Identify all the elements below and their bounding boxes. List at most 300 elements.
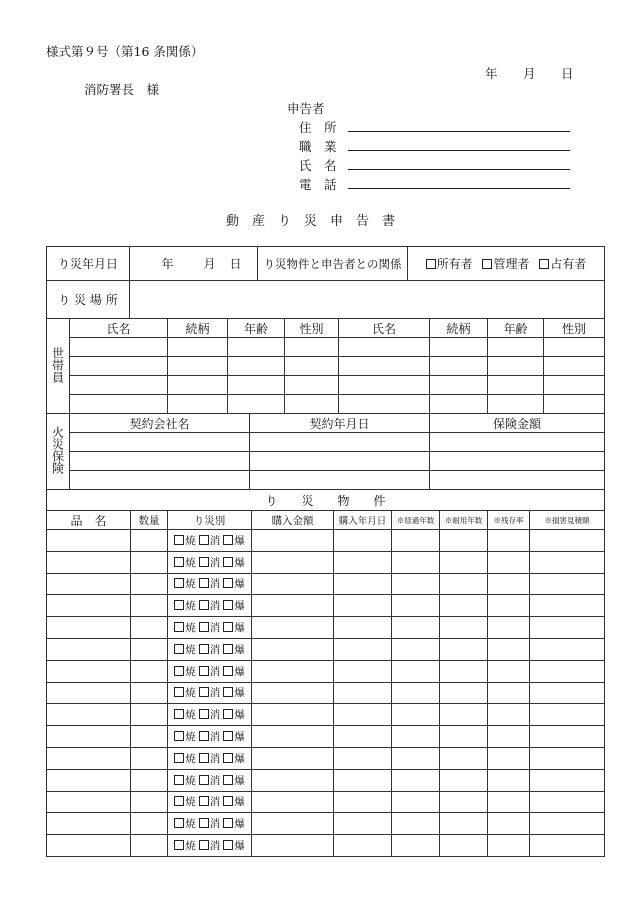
property-cell[interactable] [440,704,488,726]
damage-type-checkbox[interactable] [223,731,233,741]
property-cell[interactable] [252,704,334,726]
damage-type-option[interactable]: 消 [199,535,221,547]
damage-type-option[interactable]: 焼 [174,840,196,852]
insurance-col-date: 契約年月日 [250,414,430,433]
damage-type-option[interactable]: 爆 [223,753,245,765]
property-cell[interactable] [131,530,168,552]
property-cell[interactable] [131,769,168,791]
applicant-phone-label: 電 話 [299,177,337,192]
property-cell[interactable] [488,638,530,660]
damage-type-checkbox[interactable] [223,840,233,850]
property-row [47,573,605,595]
damage-type-cell[interactable] [168,530,252,552]
property-cell[interactable] [131,747,168,769]
property-cell[interactable] [392,791,440,813]
property-row [47,617,605,639]
property-cell[interactable] [252,551,334,573]
property-cell[interactable] [440,638,488,660]
property-cell[interactable] [530,660,605,682]
household-label: 世帯員 [47,319,70,414]
property-cell[interactable] [488,573,530,595]
property-row [47,791,605,813]
property-cell[interactable] [252,595,334,617]
damage-type-option[interactable]: 爆 [223,578,245,590]
property-col-purchase-date: 購入年月日 [334,511,392,530]
property-cell[interactable] [440,660,488,682]
property-cell[interactable] [47,726,131,748]
damage-type-checkbox[interactable] [174,600,184,610]
household-row [47,376,605,395]
incident-date-field[interactable] [130,247,258,281]
property-cell[interactable] [47,530,131,552]
property-row [47,660,605,682]
incident-place-label: り 災 場 所 [47,281,130,319]
property-cell[interactable] [488,595,530,617]
property-cell[interactable] [440,769,488,791]
insurance-row [47,452,605,471]
damage-type-checkbox[interactable] [174,622,184,632]
property-row [47,551,605,573]
damage-type-checkbox[interactable] [174,687,184,697]
damage-type-checkbox[interactable] [174,796,184,806]
property-cell[interactable] [488,813,530,835]
damage-type-cell[interactable] [168,835,252,857]
property-cell[interactable] [252,638,334,660]
property-cell[interactable] [334,726,392,748]
damage-type-option[interactable]: 爆 [223,731,245,743]
property-cell[interactable] [440,551,488,573]
property-cell[interactable] [488,682,530,704]
property-cell[interactable] [47,791,131,813]
relation-options [408,247,605,281]
household-col-age-1: 年齢 [228,319,285,338]
property-cell[interactable] [440,747,488,769]
damage-type-checkbox[interactable] [174,731,184,741]
damage-type-option[interactable]: 焼 [174,600,196,612]
damage-type-option[interactable]: 消 [199,840,221,852]
damage-type-checkbox[interactable] [174,818,184,828]
property-cell[interactable] [47,747,131,769]
property-cell[interactable] [392,704,440,726]
property-cell[interactable] [334,835,392,857]
insurance-table [46,413,605,490]
household-col-name-1: 氏名 [70,319,168,338]
property-cell[interactable] [334,573,392,595]
damage-type-option[interactable]: 爆 [223,666,245,678]
relation-label: り災物件と申告者との関係 [258,247,408,281]
property-cell[interactable] [131,682,168,704]
property-cell[interactable] [488,791,530,813]
property-cell[interactable] [440,573,488,595]
property-cell[interactable] [530,704,605,726]
property-cell[interactable] [392,595,440,617]
property-cell[interactable] [252,726,334,748]
property-cell[interactable] [488,551,530,573]
property-cell[interactable] [440,726,488,748]
damage-type-cell[interactable] [168,791,252,813]
property-row [47,726,605,748]
property-cell[interactable] [334,704,392,726]
damage-type-option[interactable]: 爆 [223,775,245,787]
property-cell[interactable] [334,551,392,573]
household-row [47,357,605,376]
property-cell[interactable] [392,769,440,791]
property-cell[interactable] [488,660,530,682]
applicant-phone-field[interactable] [348,188,570,189]
applicant-occupation-label: 職 業 [299,139,337,154]
property-cell[interactable] [131,617,168,639]
applicant-address-label: 住 所 [299,120,337,135]
damage-type-option[interactable]: 爆 [223,687,245,699]
damage-type-option[interactable]: 消 [199,557,221,569]
damage-type-option[interactable]: 爆 [223,840,245,852]
property-row [47,638,605,660]
household-col-sex-1: 性別 [285,319,339,338]
property-cell[interactable] [47,835,131,857]
household-col-age-2: 年齢 [488,319,544,338]
property-cell[interactable] [252,530,334,552]
date-year-label: 年 [485,66,498,81]
incident-info-table [46,246,605,319]
damage-type-option[interactable]: 焼 [174,622,196,634]
property-col-elapsed-years: ※経過年数 [392,511,440,530]
property-cell[interactable] [131,791,168,813]
damage-type-checkbox[interactable] [223,578,233,588]
property-cell[interactable] [131,660,168,682]
damage-type-checkbox[interactable] [223,818,233,828]
date-day-label: 日 [561,66,574,81]
property-col-item: 品 名 [47,511,131,530]
property-cell[interactable] [392,813,440,835]
damage-type-checkbox[interactable] [199,535,209,545]
owner-checkbox[interactable] [426,259,436,269]
property-cell[interactable] [488,769,530,791]
property-cell[interactable] [392,747,440,769]
damage-type-option[interactable]: 消 [199,753,221,765]
property-cell[interactable] [440,682,488,704]
property-cell[interactable] [488,617,530,639]
damage-type-cell[interactable] [168,573,252,595]
property-cell[interactable] [334,747,392,769]
property-cell[interactable] [530,617,605,639]
damage-type-checkbox[interactable] [174,644,184,654]
damage-type-checkbox[interactable] [174,578,184,588]
property-col-damage-type: り災別 [168,511,252,530]
damage-type-cell[interactable] [168,813,252,835]
damage-type-option[interactable]: 消 [199,600,221,612]
damage-type-checkbox[interactable] [199,687,209,697]
property-table [46,489,605,857]
damage-type-option[interactable]: 焼 [174,644,196,656]
property-cell[interactable] [440,595,488,617]
damage-type-checkbox[interactable] [223,622,233,632]
damage-type-checkbox[interactable] [199,557,209,567]
damage-type-option[interactable]: 消 [199,666,221,678]
property-cell[interactable] [47,813,131,835]
damage-type-checkbox[interactable] [174,840,184,850]
applicant-occupation-field[interactable] [348,150,570,151]
damage-type-option[interactable]: 焼 [174,796,196,808]
property-row [47,813,605,835]
property-cell[interactable] [252,573,334,595]
damage-type-checkbox[interactable] [199,731,209,741]
damage-type-checkbox[interactable] [174,709,184,719]
damage-type-checkbox[interactable] [223,535,233,545]
property-cell[interactable] [392,617,440,639]
damage-type-cell[interactable] [168,704,252,726]
property-cell[interactable] [392,573,440,595]
damage-type-checkbox[interactable] [174,666,184,676]
property-row [47,704,605,726]
household-col-name-2: 氏名 [339,319,430,338]
property-cell[interactable] [47,660,131,682]
property-cell[interactable] [392,530,440,552]
property-cell[interactable] [131,835,168,857]
property-row [47,769,605,791]
household-table [46,318,605,414]
insurance-row [47,433,605,452]
property-cell[interactable] [47,682,131,704]
household-row [47,338,605,357]
property-rows [47,530,605,857]
damage-type-checkbox[interactable] [199,644,209,654]
document-title: 動 産 り 災 申 告 書 [226,214,396,229]
property-cell[interactable] [47,638,131,660]
property-cell[interactable] [334,791,392,813]
damage-type-option[interactable]: 焼 [174,535,196,547]
damage-type-option[interactable]: 爆 [223,709,245,721]
occupant-checkbox[interactable] [539,259,549,269]
applicant-name-field[interactable] [348,169,570,170]
property-cell[interactable] [530,530,605,552]
damage-type-checkbox[interactable] [199,666,209,676]
property-cell[interactable] [252,682,334,704]
property-cell[interactable] [488,747,530,769]
property-cell[interactable] [131,638,168,660]
damage-type-option[interactable]: 消 [199,644,221,656]
incident-date-label: り災年月日 [47,247,130,281]
property-cell[interactable] [131,726,168,748]
property-cell[interactable] [47,617,131,639]
property-row [47,530,605,552]
damage-type-checkbox[interactable] [199,709,209,719]
property-cell[interactable] [440,813,488,835]
property-cell[interactable] [530,835,605,857]
damage-type-checkbox[interactable] [199,796,209,806]
damage-type-option[interactable]: 消 [199,578,221,590]
damage-type-option[interactable]: 焼 [174,731,196,743]
damage-type-option[interactable]: 消 [199,731,221,743]
insurance-label: 火災保険 [47,414,70,490]
damage-type-cell[interactable] [168,595,252,617]
property-cell[interactable] [252,769,334,791]
property-cell[interactable] [252,617,334,639]
damage-type-option[interactable]: 消 [199,687,221,699]
property-cell[interactable] [530,747,605,769]
damage-type-option[interactable]: 消 [199,709,221,721]
damage-type-option[interactable]: 爆 [223,600,245,612]
property-cell[interactable] [47,769,131,791]
relation-manager-option[interactable]: 管理者 [482,257,529,271]
property-cell[interactable] [47,551,131,573]
property-cell[interactable] [440,835,488,857]
damage-type-checkbox[interactable] [223,687,233,697]
property-cell[interactable] [131,551,168,573]
damage-type-option[interactable]: 焼 [174,557,196,569]
applicant-name-label: 氏 名 [299,158,337,173]
property-cell[interactable] [334,617,392,639]
property-cell[interactable] [530,791,605,813]
damage-type-checkbox[interactable] [223,600,233,610]
property-cell[interactable] [530,726,605,748]
property-cell[interactable] [530,551,605,573]
damage-type-option[interactable]: 消 [199,622,221,634]
damage-type-cell[interactable] [168,660,252,682]
property-cell[interactable] [530,573,605,595]
property-cell[interactable] [488,704,530,726]
relation-owner-option[interactable]: 所有者 [426,257,473,271]
property-row [47,682,605,704]
damage-type-option[interactable]: 焼 [174,578,196,590]
household-col-sex-2: 性別 [544,319,605,338]
damage-type-cell[interactable] [168,638,252,660]
incident-place-field[interactable] [130,281,605,319]
damage-type-cell[interactable] [168,747,252,769]
damage-type-checkbox[interactable] [223,796,233,806]
damage-type-checkbox[interactable] [199,578,209,588]
damage-type-checkbox[interactable] [223,709,233,719]
property-row [47,595,605,617]
damage-type-option[interactable]: 爆 [223,818,245,830]
property-cell[interactable] [47,704,131,726]
damage-type-checkbox[interactable] [199,622,209,632]
damage-type-checkbox[interactable] [199,775,209,785]
damage-type-checkbox[interactable] [199,600,209,610]
incident-day-label: 日 [229,257,242,271]
damage-type-cell[interactable] [168,726,252,748]
household-col-relation-1: 続柄 [168,319,228,338]
damage-type-checkbox[interactable] [199,818,209,828]
property-cell[interactable] [47,595,131,617]
property-row [47,747,605,769]
damage-type-option[interactable]: 焼 [174,709,196,721]
property-cell[interactable] [440,791,488,813]
damage-type-checkbox[interactable] [199,753,209,763]
property-cell[interactable] [392,726,440,748]
incident-month-label: 月 [203,257,216,271]
insurance-col-company: 契約会社名 [70,414,250,433]
property-cell[interactable] [131,573,168,595]
property-cell[interactable] [530,813,605,835]
damage-type-cell[interactable] [168,551,252,573]
damage-type-cell[interactable] [168,682,252,704]
property-row [47,835,605,857]
damage-type-checkbox[interactable] [174,557,184,567]
property-cell[interactable] [440,617,488,639]
property-cell[interactable] [392,551,440,573]
damage-type-checkbox[interactable] [223,666,233,676]
property-cell[interactable] [334,638,392,660]
property-cell[interactable] [392,682,440,704]
property-cell[interactable] [440,530,488,552]
insurance-row [47,471,605,490]
property-cell[interactable] [530,682,605,704]
damage-type-option[interactable]: 消 [199,775,221,787]
property-cell[interactable] [334,595,392,617]
damage-type-checkbox[interactable] [223,644,233,654]
property-cell[interactable] [530,638,605,660]
property-cell[interactable] [252,835,334,857]
damage-type-option[interactable]: 爆 [223,644,245,656]
property-cell[interactable] [392,660,440,682]
damage-type-cell[interactable] [168,769,252,791]
property-cell[interactable] [488,530,530,552]
property-cell[interactable] [252,747,334,769]
damage-type-option[interactable]: 爆 [223,557,245,569]
relation-occupant-option[interactable]: 占有者 [539,257,586,271]
property-cell[interactable] [488,726,530,748]
household-col-relation-2: 続柄 [430,319,488,338]
property-cell[interactable] [392,638,440,660]
date-month-label: 月 [523,66,536,81]
property-cell[interactable] [334,530,392,552]
property-col-damage-estimate: ※損害見積額 [530,511,605,530]
damage-type-checkbox[interactable] [223,753,233,763]
damage-type-option[interactable]: 焼 [174,687,196,699]
damage-type-checkbox[interactable] [174,775,184,785]
damage-type-option[interactable]: 焼 [174,818,196,830]
damage-type-option[interactable]: 消 [199,818,221,830]
property-col-purchase-price: 購入金額 [252,511,334,530]
property-cell[interactable] [131,813,168,835]
property-cell[interactable] [334,769,392,791]
damage-type-option[interactable]: 爆 [223,622,245,634]
damage-type-option[interactable]: 消 [199,796,221,808]
property-col-useful-life: ※耐用年数 [440,511,488,530]
damage-type-cell[interactable] [168,617,252,639]
manager-checkbox[interactable] [482,259,492,269]
property-cell[interactable] [530,769,605,791]
property-cell[interactable] [252,813,334,835]
property-cell[interactable] [488,835,530,857]
damage-type-option[interactable]: 焼 [174,666,196,678]
damage-type-checkbox[interactable] [223,557,233,567]
damage-type-option[interactable]: 焼 [174,775,196,787]
property-col-quantity: 数量 [131,511,168,530]
damage-type-checkbox[interactable] [174,753,184,763]
property-cell[interactable] [131,595,168,617]
property-cell[interactable] [252,660,334,682]
household-row [47,395,605,414]
property-cell[interactable] [530,595,605,617]
damage-type-checkbox[interactable] [174,535,184,545]
property-cell[interactable] [334,813,392,835]
damage-type-option[interactable]: 爆 [223,796,245,808]
property-cell[interactable] [334,682,392,704]
damage-type-option[interactable]: 焼 [174,753,196,765]
applicant-label: 申告者 [287,101,325,116]
applicant-address-field[interactable] [348,131,570,132]
damage-type-option[interactable]: 爆 [223,535,245,547]
property-cell[interactable] [47,573,131,595]
damage-type-checkbox[interactable] [199,840,209,850]
incident-year-label: 年 [161,257,174,271]
property-cell[interactable] [131,704,168,726]
property-cell[interactable] [252,791,334,813]
property-cell[interactable] [392,835,440,857]
property-cell[interactable] [334,660,392,682]
damage-type-checkbox[interactable] [223,775,233,785]
